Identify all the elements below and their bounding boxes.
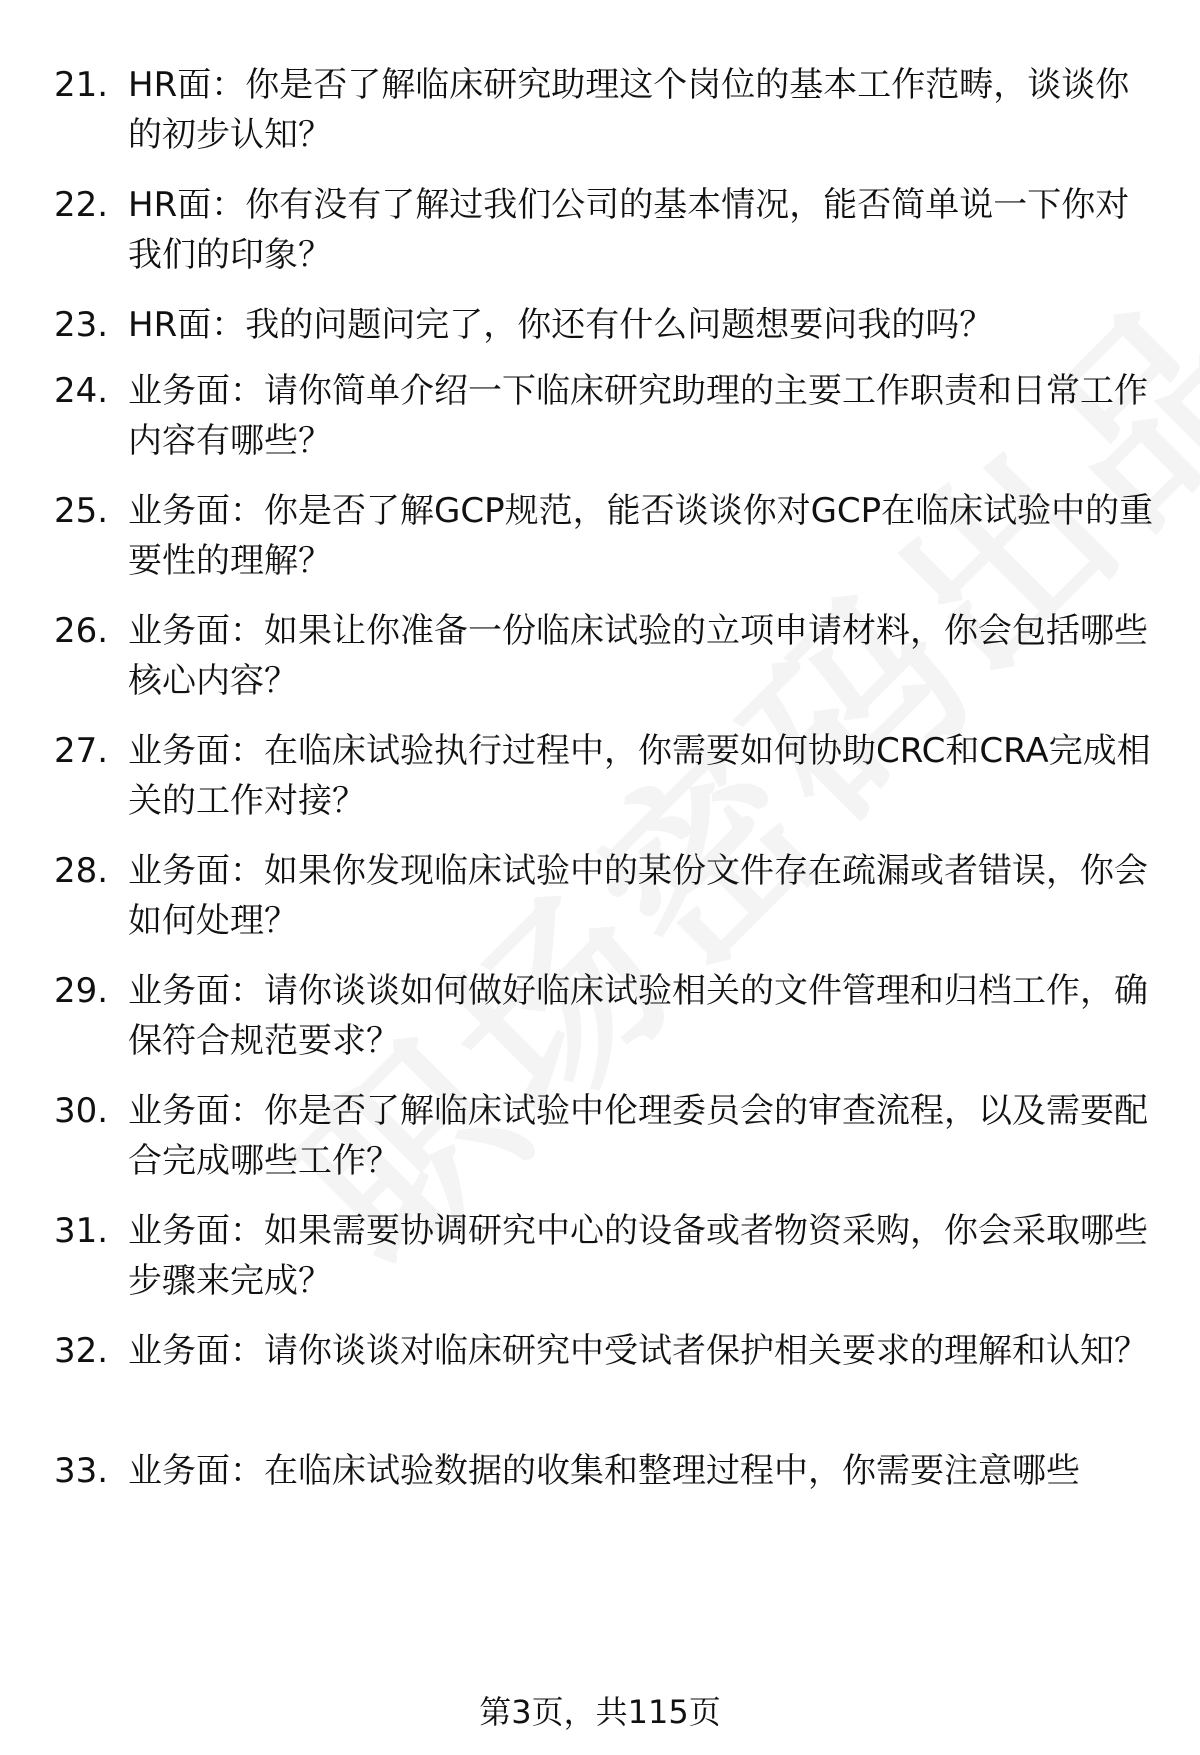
question-text: 业务面：你是否了解临床试验中伦理委员会的审查流程，以及需要配合完成哪些工作？ — [128, 1091, 1148, 1181]
question-number: 23. — [54, 305, 109, 345]
question-number: 32. — [54, 1331, 109, 1371]
question-text: 业务面：请你谈谈如何做好临床试验相关的文件管理和归档工作，确保符合规范要求？ — [128, 971, 1148, 1061]
question-text: 业务面：如果你发现临床试验中的某份文件存在疏漏或者错误，你会如何处理？ — [128, 851, 1148, 941]
question-number: 21. — [54, 65, 109, 105]
question-number: 30. — [54, 1091, 109, 1131]
question-text: HR面：我的问题问完了，你还有什么问题想要问我的吗？ — [128, 305, 994, 345]
question-number: 24. — [54, 371, 109, 411]
question-text: 业务面：如果需要协调研究中心的设备或者物资采购，你会采取哪些步骤来完成？ — [128, 1211, 1148, 1301]
question-text: 业务面：你是否了解GCP规范，能否谈谈你对GCP在临床试验中的重要性的理解？ — [128, 491, 1154, 581]
question-text: HR面：你有没有了解过我们公司的基本情况，能否简单说一下你对我们的印象？ — [128, 185, 1130, 275]
question-text: 业务面：如果让你准备一份临床试验的立项申请材料，你会包括哪些核心内容？ — [128, 611, 1148, 701]
question-text: 业务面：在临床试验执行过程中，你需要如何协助CRC和CRA完成相关的工作对接？ — [128, 731, 1151, 821]
question-text: HR面：你是否了解临床研究助理这个岗位的基本工作范畴，谈谈你的初步认知？ — [128, 65, 1130, 155]
question-number: 33. — [54, 1451, 109, 1491]
question-number: 25. — [54, 491, 109, 531]
question-number: 28. — [54, 851, 109, 891]
question-number: 22. — [54, 185, 109, 225]
question-number: 29. — [54, 971, 109, 1011]
question-number: 31. — [54, 1211, 109, 1251]
question-text: 业务面：在临床试验数据的收集和整理过程中，你需要注意哪些 — [128, 1451, 1080, 1491]
question-text: 业务面：请你简单介绍一下临床研究助理的主要工作职责和日常工作内容有哪些？ — [128, 371, 1148, 461]
question-number: 27. — [54, 731, 109, 771]
question-text: 业务面：请你谈谈对临床研究中受试者保护相关要求的理解和认知？ — [128, 1331, 1148, 1371]
question-number: 26. — [54, 611, 109, 651]
page-number: 第3页，共115页 — [479, 1693, 721, 1731]
